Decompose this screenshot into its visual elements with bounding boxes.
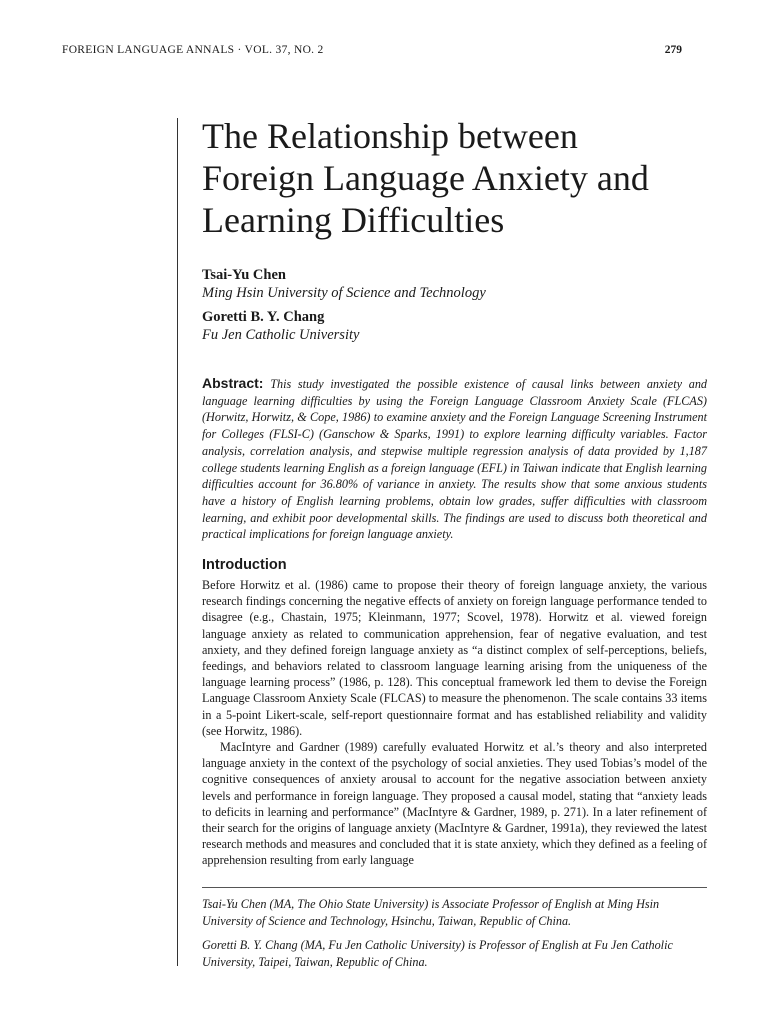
introduction-body bbox=[202, 577, 707, 869]
author-name: Goretti B. Y. Chang bbox=[202, 309, 325, 325]
body-paragraph: MacIntyre and Gardner (1989) carefully evaluated Horwitz et al.’s theory and also interpreted language anxiety in the context of the psychology of social anxieties. They used Tobias’s model of the cognitive consequences of anxiety arousal to account for the negative association between anxiety levels and performance in foreign language. They proposed a causal model, stating that “anxiety leads to deficits in learning and performance” (MacIntyre & Gardner, 1989, p. 271). In a later refinement of their search for the origins of language anxiety (MacIntyre & Gardner, 1991a), they reviewed the latest research methods and measures and concluded that it is state anxiety, which they defined as a feeling of apprehension resulting from early language bbox=[202, 740, 707, 868]
running-header bbox=[62, 44, 682, 60]
title-line-2: Foreign Language Anxiety and bbox=[202, 158, 649, 198]
abstract-label: Abstract: bbox=[202, 375, 264, 391]
abstract bbox=[202, 375, 707, 543]
author-block-1 bbox=[202, 266, 486, 302]
article-title bbox=[202, 115, 722, 241]
body-paragraph: Before Horwitz et al. (1986) came to propose their theory of foreign language anxiety, the various research findings concerning the negative effects of anxiety on foreign language performance tended to disagree (e.g., Chastain, 1975; Kleinmann, 1977; Scovel, 1978). Horwitz et al. viewed foreign language anxiety as related to communication apprehension, fear of negative evaluation, and test anxiety, and they defined foreign language anxiety as “a distinct complex of self-perceptions, beliefs, feedings, and behaviors related to classroom language learning arising from the uniqueness of the language learning process” (1986, p. 128). This conceptual framework led them to devise the Foreign Language Classroom Anxiety Scale (FLCAS) to measure the phenomenon. The scale contains 33 items in a 5-point Likert-scale, self-report questionnaire format and has established reliability and validity (see Horwitz, 1986). bbox=[202, 578, 707, 738]
title-line-1: The Relationship between bbox=[202, 116, 578, 156]
author-affiliation: Fu Jen Catholic University bbox=[202, 327, 360, 343]
abstract-text: This study investigated the possible existence of causal links between anxiety and language learning difficulties by using the Foreign Language Classroom Anxiety Scale (FLCAS) (Horwitz, Horwitz, & Cope, 1986) to examine anxiety and the Foreign Language Screening Instrument for Colleges (FLSI-C) (Ganschow & Sparks, 1991) to explore learning difficulty variables. Factor analysis, correlation analysis, and stepwise multiple regression analysis of data provided by 1,187 college students learning English as a foreign language (EFL) in Taiwan indicate that English learning difficulties account for 36.80% of variance in anxiety. The results show that some anxious students have a history of English learning problems, obtain low grades, suffer difficulties with classroom learning, and exhibit poor developmental skills. The findings are used to discuss both theoretical and practical implications for foreign language anxiety. bbox=[202, 377, 708, 542]
title-line-3: Learning Difficulties bbox=[202, 200, 505, 240]
author-block-2 bbox=[202, 308, 359, 344]
footnote-author-2: Goretti B. Y. Chang (MA, Fu Jen Catholic University) is Professor of English at Fu Jen Catholic University, Taipei, Taiwan, Republic of China. bbox=[202, 938, 673, 969]
page-number: 279 bbox=[664, 44, 682, 56]
footnote-rule bbox=[202, 887, 707, 888]
margin-rule bbox=[177, 118, 178, 966]
journal-citation: FOREIGN LANGUAGE ANNALS · VOL. 37, NO. 2 bbox=[62, 44, 324, 56]
footnote-author-1: Tsai-Yu Chen (MA, The Ohio State University) is Associate Professor of English at Ming Hsin University of Science and Technology, Hsinchu, Taiwan, Republic of China. bbox=[202, 897, 660, 928]
author-affiliation: Ming Hsin University of Science and Technology bbox=[202, 285, 486, 301]
author-name: Tsai-Yu Chen bbox=[202, 267, 286, 283]
introduction-heading: Introduction bbox=[202, 557, 287, 573]
